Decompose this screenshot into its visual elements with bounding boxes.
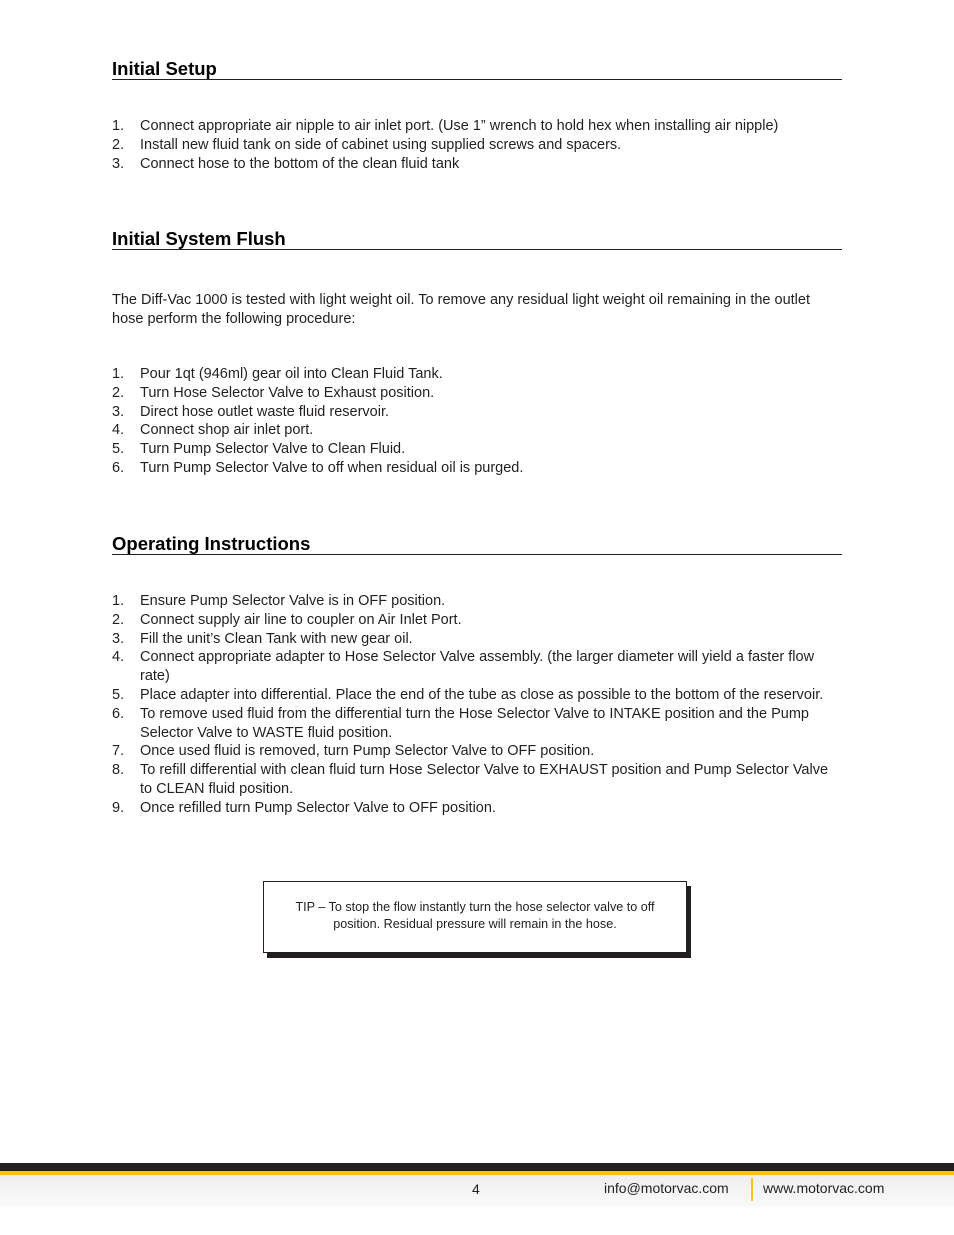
section-title: Initial Setup [112,58,217,79]
section-heading-initial-system-flush [112,228,842,250]
operating-steps [112,592,842,818]
list-item: 2. Install new fluid tank on side of cabinet using supplied screws and spacers. [112,136,622,153]
footer-email-link[interactable]: info@motorvac.com [604,1180,729,1196]
initial-flush-steps [112,365,842,478]
list-item: 2. Connect supply air line to coupler on Air Inlet Port. [112,611,462,628]
section-title: Initial System Flush [112,228,286,249]
list-item: 4. Connect shop air inlet port. [112,422,314,439]
tip-text: TIP – To stop the flow instantly turn the hose selector valve to off position. Residual pressure will remain in the hose. [295,900,655,931]
footer-bar-dark [0,1163,954,1171]
section-title: Operating Instructions [112,533,311,554]
list-item: 3. Direct hose outlet waste fluid reservoir. [112,403,390,420]
list-item: 9. Once refilled turn Pump Selector Valve to OFF position. [112,799,496,816]
list-item: 6. Turn Pump Selector Valve to off when residual oil is purged. [112,459,524,476]
section-heading-operating-instructions [112,533,842,555]
list-item: 6. To remove used fluid from the differential turn the Hose Selector Valve to INTAKE position and the Pump Selector Valve to WASTE fluid position. [112,705,809,741]
list-item: 1. Pour 1qt (946ml) gear oil into Clean Fluid Tank. [112,366,443,382]
list-item: 5. Place adapter into differential. Place the end of the tube as close as possible to the bottom of the reservoir. [112,686,824,703]
list-item: 3. Connect hose to the bottom of the clean fluid tank [112,155,460,172]
tip-callout-box [263,881,687,953]
footer-website-link[interactable]: www.motorvac.com [763,1180,885,1196]
page-number: 4 [472,1181,480,1197]
list-item: 1. Ensure Pump Selector Valve is in OFF position. [112,593,446,609]
list-item: 3. Fill the unit’s Clean Tank with new gear oil. [112,630,413,647]
list-item: 4. Connect appropriate adapter to Hose Selector Valve assembly. (the larger diameter will yield a faster flow rate) [112,649,815,685]
list-item: 8. To refill differential with clean fluid turn Hose Selector Valve to EXHAUST position and Pump Selector Valve to CLEAN fluid position. [112,762,829,797]
initial-setup-steps [112,117,842,173]
list-item: 1. Connect appropriate air nipple to air inlet port. (Use 1” wrench to hold hex when installing air nipple) [112,118,779,134]
list-item: 2. Turn Hose Selector Valve to Exhaust position. [112,384,435,401]
section-heading-initial-setup [112,58,842,80]
list-item: 7. Once used fluid is removed, turn Pump Selector Valve to OFF position. [112,743,595,760]
footer-divider [751,1178,753,1201]
list-item: 5. Turn Pump Selector Valve to Clean Fluid. [112,441,406,458]
flush-intro-paragraph: The Diff-Vac 1000 is tested with light weight oil. To remove any residual light weight oil remaining in the outlet hose perform the following procedure: [112,292,810,327]
